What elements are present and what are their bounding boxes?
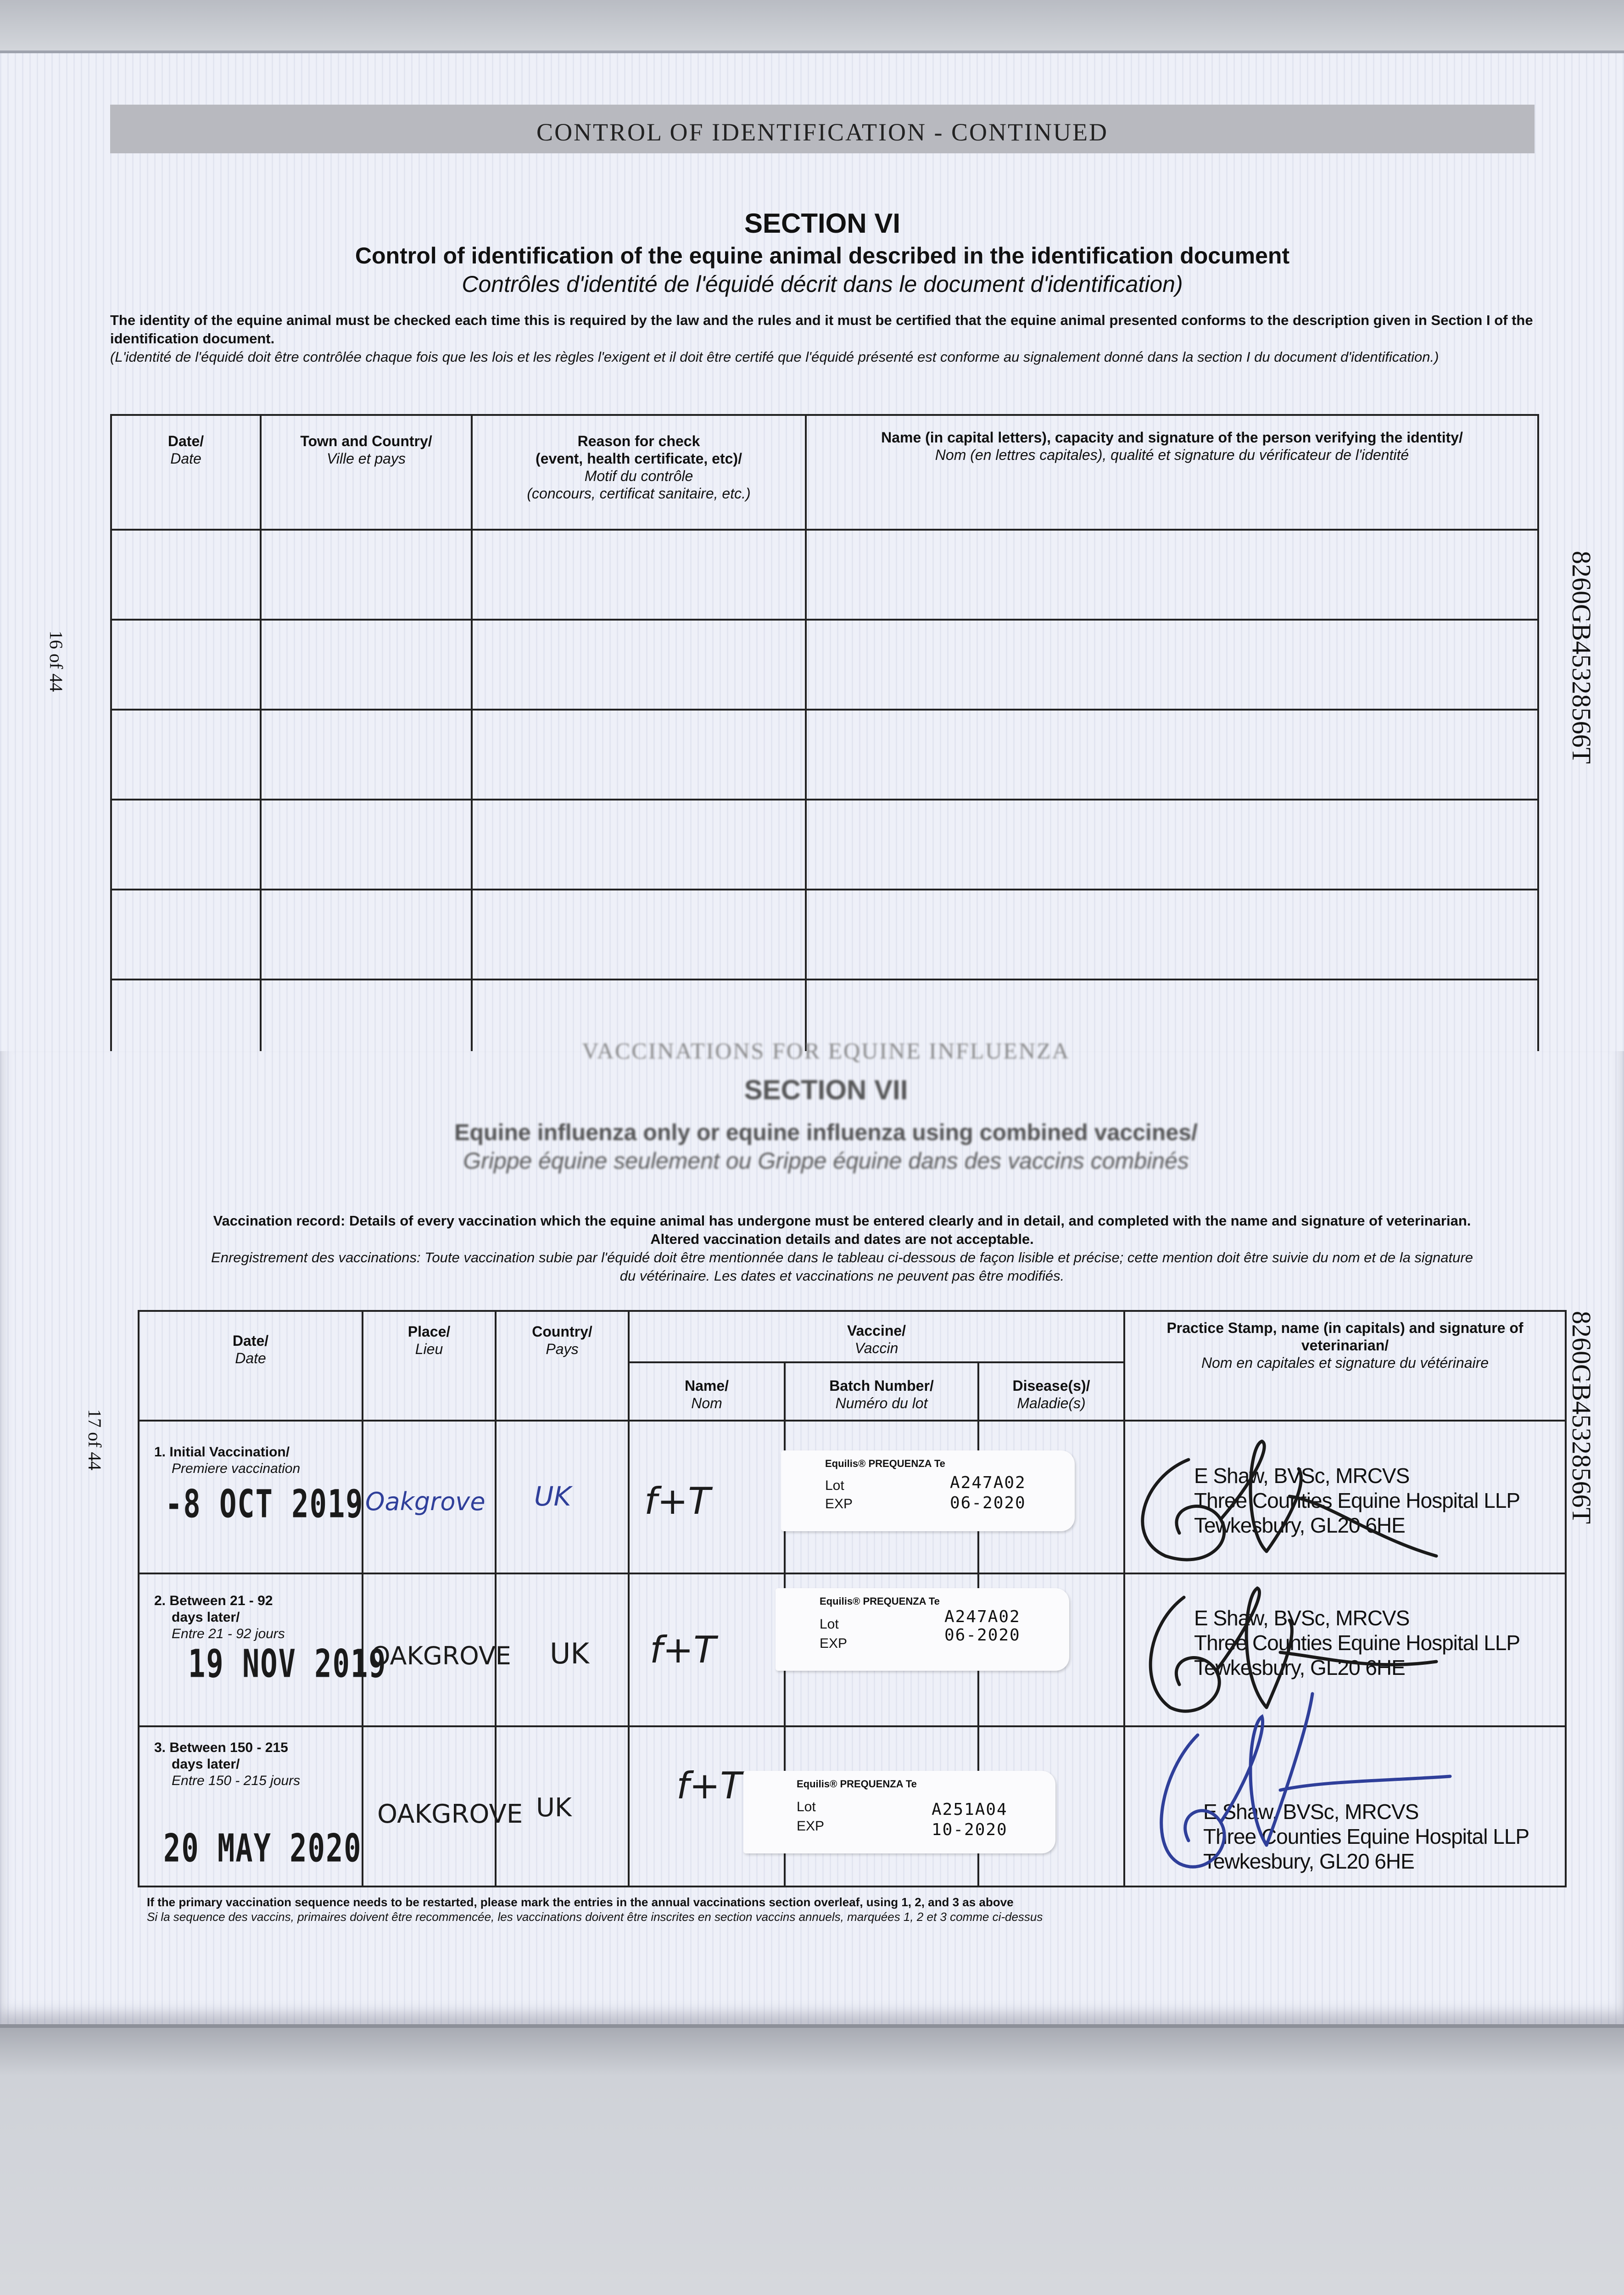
batch-brand: Equilis® PREQUENZA Te [797,1778,917,1790]
section-banner [110,105,1535,153]
table-row [111,890,1538,980]
empty-cell [472,710,806,800]
col-vaccine-en: Vaccine/ [847,1322,906,1339]
lot-label: Lot [825,1478,844,1493]
col-place-fr: Lieu [415,1341,443,1357]
row-2-label [154,1593,365,1642]
col-name-en: Name/ [684,1377,729,1394]
empty-cell [111,800,261,890]
row-1-date: -8 OCT 2019 [165,1481,364,1527]
section-subtitle-fr: Grippe équine seulement ou Grippe équine dans des vaccins combinés [463,1148,1189,1174]
lot-number: A247A02 [950,1473,1026,1492]
page-number-upper: 16 of 44 [46,631,67,692]
table-row [111,530,1538,620]
row-2-country: UK [550,1637,590,1670]
col-reason-fr-2: (concours, certificat sanitaire, etc.) [527,485,751,502]
col-disease-fr: Maladie(s) [1017,1394,1086,1411]
record-en-2: Altered vaccination details and dates are not acceptable. [650,1231,1034,1247]
exp-date: 10-2020 [932,1820,1008,1839]
vaccination-record-paragraph [133,1212,1551,1285]
exp-date: 06-2020 [944,1626,1021,1645]
empty-cell [111,710,261,800]
col-town-fr: Ville et pays [327,450,406,467]
row-3-batch-label [743,1771,1055,1853]
exp-label: EXP [825,1496,853,1511]
vet-practice: Three Counties Equine Hospital LLP [1194,1489,1520,1512]
vet-address: Tewkesbury, GL20 6HE [1203,1849,1414,1873]
section-title: SECTION VI [744,208,901,239]
row-2-label-en-2: days later/ [172,1610,240,1625]
record-en-1: Details of every vaccination which the equine animal has undergone must be entered clearly and in detail, and completed with the name and signature of veterinarian. [349,1213,1471,1229]
col-verifier-fr: Nom (en lettres capitales), qualité et signature du vérificateur de l'identité [935,447,1409,463]
col-vaccine-fr: Vaccin [854,1340,899,1356]
lot-number: A247A02 [944,1607,1021,1626]
col-reason-en-1: Reason for check [577,433,700,449]
row-2-date: 19 NOV 2019 [188,1641,387,1686]
table-row [111,710,1538,800]
table-header-row [139,1311,1566,1362]
col-verifier-en: Name (in capital letters), capacity and signature of the person verifying the identity/ [881,429,1463,446]
record-en-label: Vaccination record: [213,1213,346,1229]
vet-address: Tewkesbury, GL20 6HE [1194,1513,1405,1537]
col-batch-number [785,1362,978,1421]
vet-name: E Shaw, BVSc, MRCVS [1203,1800,1419,1824]
empty-cell [472,800,806,890]
page-number-lower: 17 of 44 [84,1409,105,1471]
row-1-date-stamp [165,1481,364,1527]
col-verifier [806,415,1538,530]
col-date [139,1311,363,1421]
col-vaccine [629,1311,1124,1362]
col-stamp-en-2: veterinarian/ [1301,1337,1389,1354]
row-3-label-fr: Entre 150 - 215 jours [172,1773,301,1788]
table-row [111,620,1538,710]
footnote-fr: Si la sequence des vaccins, primaires doivent être recommencée, les vaccinations doivent être inscrites en section vaccins annuels, marquées 1, 2 et 3 comme ci-dessus [147,1910,1043,1924]
col-place [363,1311,496,1421]
empty-cell [111,620,261,710]
row-2-vaccine-name: f+T [650,1629,716,1671]
section-title: SECTION VII [744,1075,908,1105]
row-1-country: UK [534,1481,571,1512]
table-row [111,800,1538,890]
intro-en: The identity of the equine animal must be checked each time this is required by the law and the rules and it must be certified that the equine animal presented conforms to the description given in Section I of the identification document. [110,312,1533,347]
intro-paragraph [110,311,1535,366]
col-date-fr: Date [170,450,201,467]
lot-number: A251A04 [932,1800,1008,1819]
row-1-label [154,1444,365,1477]
empty-cell [806,890,1538,980]
empty-cell [472,620,806,710]
record-fr-1: Toute vaccination subie par l'équidé doit être mentionnée dans le tableau ci-dessous de façon lisible et précise; cette mention doit être suivie du nom et de la signature [424,1249,1473,1265]
empty-cell [261,620,472,710]
vet-practice: Three Counties Equine Hospital LLP [1194,1631,1520,1655]
exp-label: EXP [820,1636,848,1651]
col-town [261,415,472,530]
col-reason-fr-1: Motif du contrôle [584,468,693,484]
table-header-row [111,415,1538,530]
empty-cell [261,800,472,890]
col-batch-en: Batch Number/ [829,1377,934,1394]
passport-number-upper: 8260GB45328566T [1567,551,1596,764]
col-country-en: Country/ [532,1323,592,1340]
batch-brand: Equilis® PREQUENZA Te [825,1458,945,1469]
exp-date: 06-2020 [950,1494,1026,1512]
empty-cell [806,800,1538,890]
scan-background-bottom [0,2028,1624,2295]
row-1-signature [1115,1427,1464,1574]
col-reason-en-2: (event, health certificate, etc)/ [536,450,742,467]
row-3-place: OAKGROVE [377,1799,523,1829]
vet-name: E Shaw, BVSc, MRCVS [1194,1606,1410,1630]
row-3-label [154,1740,365,1789]
row-2-batch-label [776,1588,1069,1671]
batch-brand: Equilis® PREQUENZA Te [820,1595,940,1607]
empty-cell [472,530,806,620]
col-disease-en: Disease(s)/ [1012,1377,1090,1394]
col-practice-stamp [1124,1311,1566,1421]
col-date-en: Date/ [232,1332,269,1349]
lot-label: Lot [820,1617,839,1632]
row-1-vaccine-name: f+T [644,1480,711,1523]
col-date-en: Date/ [167,433,204,449]
row-3-date-stamp [163,1825,362,1871]
row-2-date-stamp [188,1641,387,1686]
col-country-fr: Pays [546,1341,579,1357]
row-3-vaccine-name: f+T [676,1764,743,1807]
col-stamp-fr: Nom en capitales et signature du vétérinaire [1201,1355,1489,1371]
col-batch-fr: Numéro du lot [835,1394,928,1411]
row-3-date: 20 MAY 2020 [163,1825,362,1871]
record-fr-2: du vétérinaire. Les dates et vaccinations ne peuvent pas être modifiés. [619,1268,1065,1284]
banner-text: CONTROL OF IDENTIFICATION - CONTINUED [536,118,1108,146]
footnote-en: If the primary vaccination sequence needs to be restarted, please mark the entries in the annual vaccinations section overleaf, using 1, 2, and 3 as above [147,1895,1014,1909]
empty-cell [472,890,806,980]
vet-name: E Shaw, BVSc, MRCVS [1194,1464,1410,1488]
row-3-country: UK [536,1793,572,1823]
record-fr-label: Enregistrement des vaccinations: [211,1249,421,1265]
row-2-place: OAKGROVE [371,1641,511,1670]
section-subtitle-en: Control of identification of the equine animal described in the identification document [355,243,1290,269]
section-subtitle-fr: Contrôles d'identité de l'équidé décrit dans le document d'identification) [462,271,1183,297]
ghost-banner: VACCINATIONS FOR EQUINE INFLUENZA [582,1038,1070,1064]
identity-check-table [110,414,1539,1054]
empty-cell [111,890,261,980]
row-3-signature [1129,1680,1478,1882]
empty-cell [261,890,472,980]
col-name-fr: Nom [691,1394,722,1411]
section-subtitle-en: Equine influenza only or equine influenza using combined vaccines/ [454,1120,1198,1145]
col-stamp-en-1: Practice Stamp, name (in capitals) and signature of [1166,1320,1524,1336]
scan-background-top [0,0,1624,50]
row-2-label-fr: Entre 21 - 92 jours [172,1626,285,1641]
empty-cell [806,530,1538,620]
row-3-label-en-2: days later/ [172,1757,240,1772]
col-date-fr: Date [235,1350,266,1366]
vet-address: Tewkesbury, GL20 6HE [1194,1656,1405,1679]
col-town-en: Town and Country/ [300,433,432,449]
col-disease [978,1362,1124,1421]
empty-cell [111,530,261,620]
row-3-label-en: 3. Between 150 - 215 [154,1740,288,1755]
row-1-batch-label [781,1450,1075,1531]
col-date [111,415,261,530]
vet-practice: Three Counties Equine Hospital LLP [1203,1825,1529,1848]
empty-cell [261,530,472,620]
row-1-label-en: 1. Initial Vaccination/ [154,1444,290,1460]
lot-label: Lot [797,1799,816,1814]
col-vaccine-name [629,1362,785,1421]
col-place-en: Place/ [407,1323,451,1340]
footnote [147,1895,1524,1924]
col-reason [472,415,806,530]
row-1-label-fr: Premiere vaccination [172,1461,301,1476]
col-country [496,1311,629,1421]
empty-cell [261,710,472,800]
row-1-place: Oakgrove [365,1487,486,1516]
passport-number-lower: 8260GB45328566T [1567,1311,1596,1524]
row-2-label-en: 2. Between 21 - 92 [154,1593,273,1608]
exp-label: EXP [797,1819,825,1834]
empty-cell [806,710,1538,800]
intro-fr: (L'identité de l'équidé doit être contrôlée chaque fois que les lois et les règles l'exigent et il doit être certifé que l'équidé présenté est conforme au signalement donné dans la section I du document d'identification.) [110,349,1439,365]
empty-cell [806,620,1538,710]
